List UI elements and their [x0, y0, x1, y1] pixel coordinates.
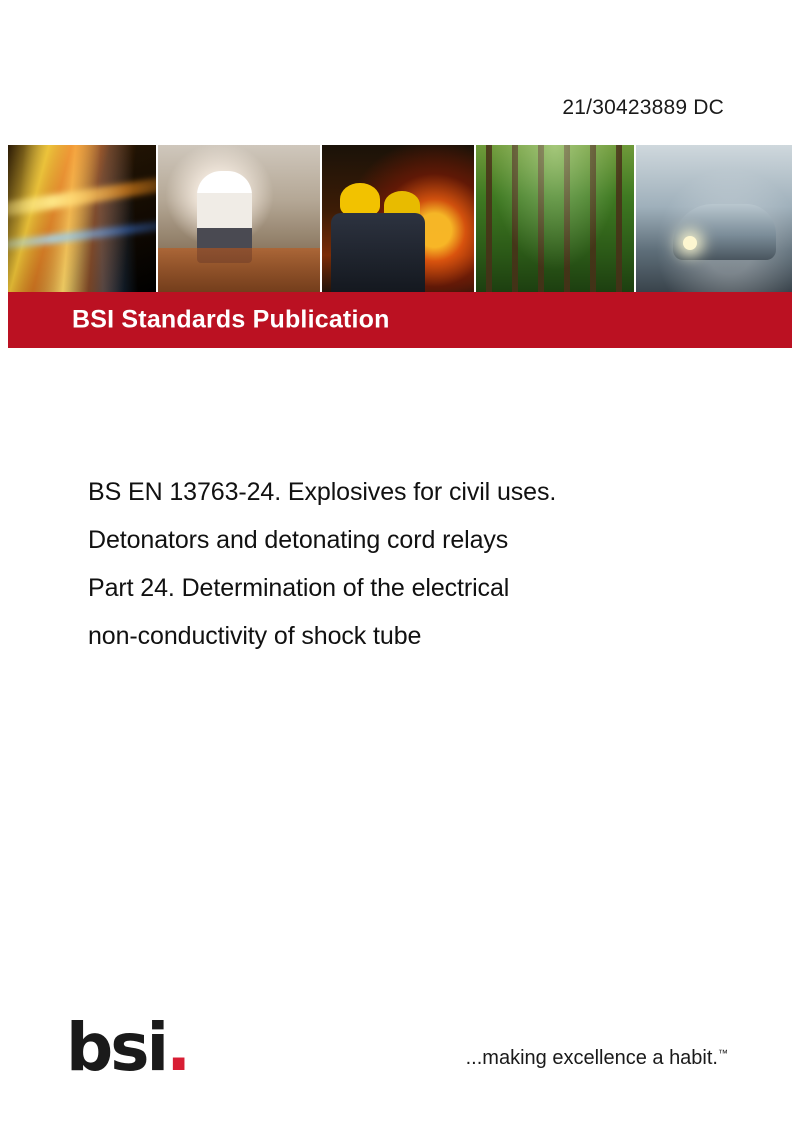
title-line-2: Detonators and detonating cord relays [88, 526, 509, 554]
page-title [88, 468, 748, 660]
car-showroom-photo [636, 145, 792, 292]
title-line-1: BS EN 13763-24. Explosives for civil uses. [88, 478, 557, 506]
bsi-wordmark-text: bsi [66, 1009, 167, 1086]
trademark-symbol: ™ [718, 1048, 728, 1060]
bsi-logo-dot: . [166, 1009, 189, 1086]
light-trails-photo [8, 145, 156, 292]
title-line-4: non-conductivity of shock tube [88, 622, 422, 650]
bsi-tagline-text: ...making excellence a habit. [465, 1047, 718, 1069]
forest-photo [476, 145, 634, 292]
bsi-wordmark [66, 1009, 226, 1086]
bsi-logo [66, 1009, 226, 1086]
standards-publication-label: BSI Standards Publication [72, 305, 390, 334]
firefighters-photo [322, 145, 474, 292]
standards-publication-band [8, 292, 792, 348]
title-line-3: Part 24. Determination of the electrical [88, 574, 510, 602]
bsi-tagline [466, 1047, 728, 1070]
cover-image-banner [8, 145, 792, 292]
factory-worker-photo [158, 145, 320, 292]
document-reference-number: 21/30423889 DC [562, 96, 724, 119]
